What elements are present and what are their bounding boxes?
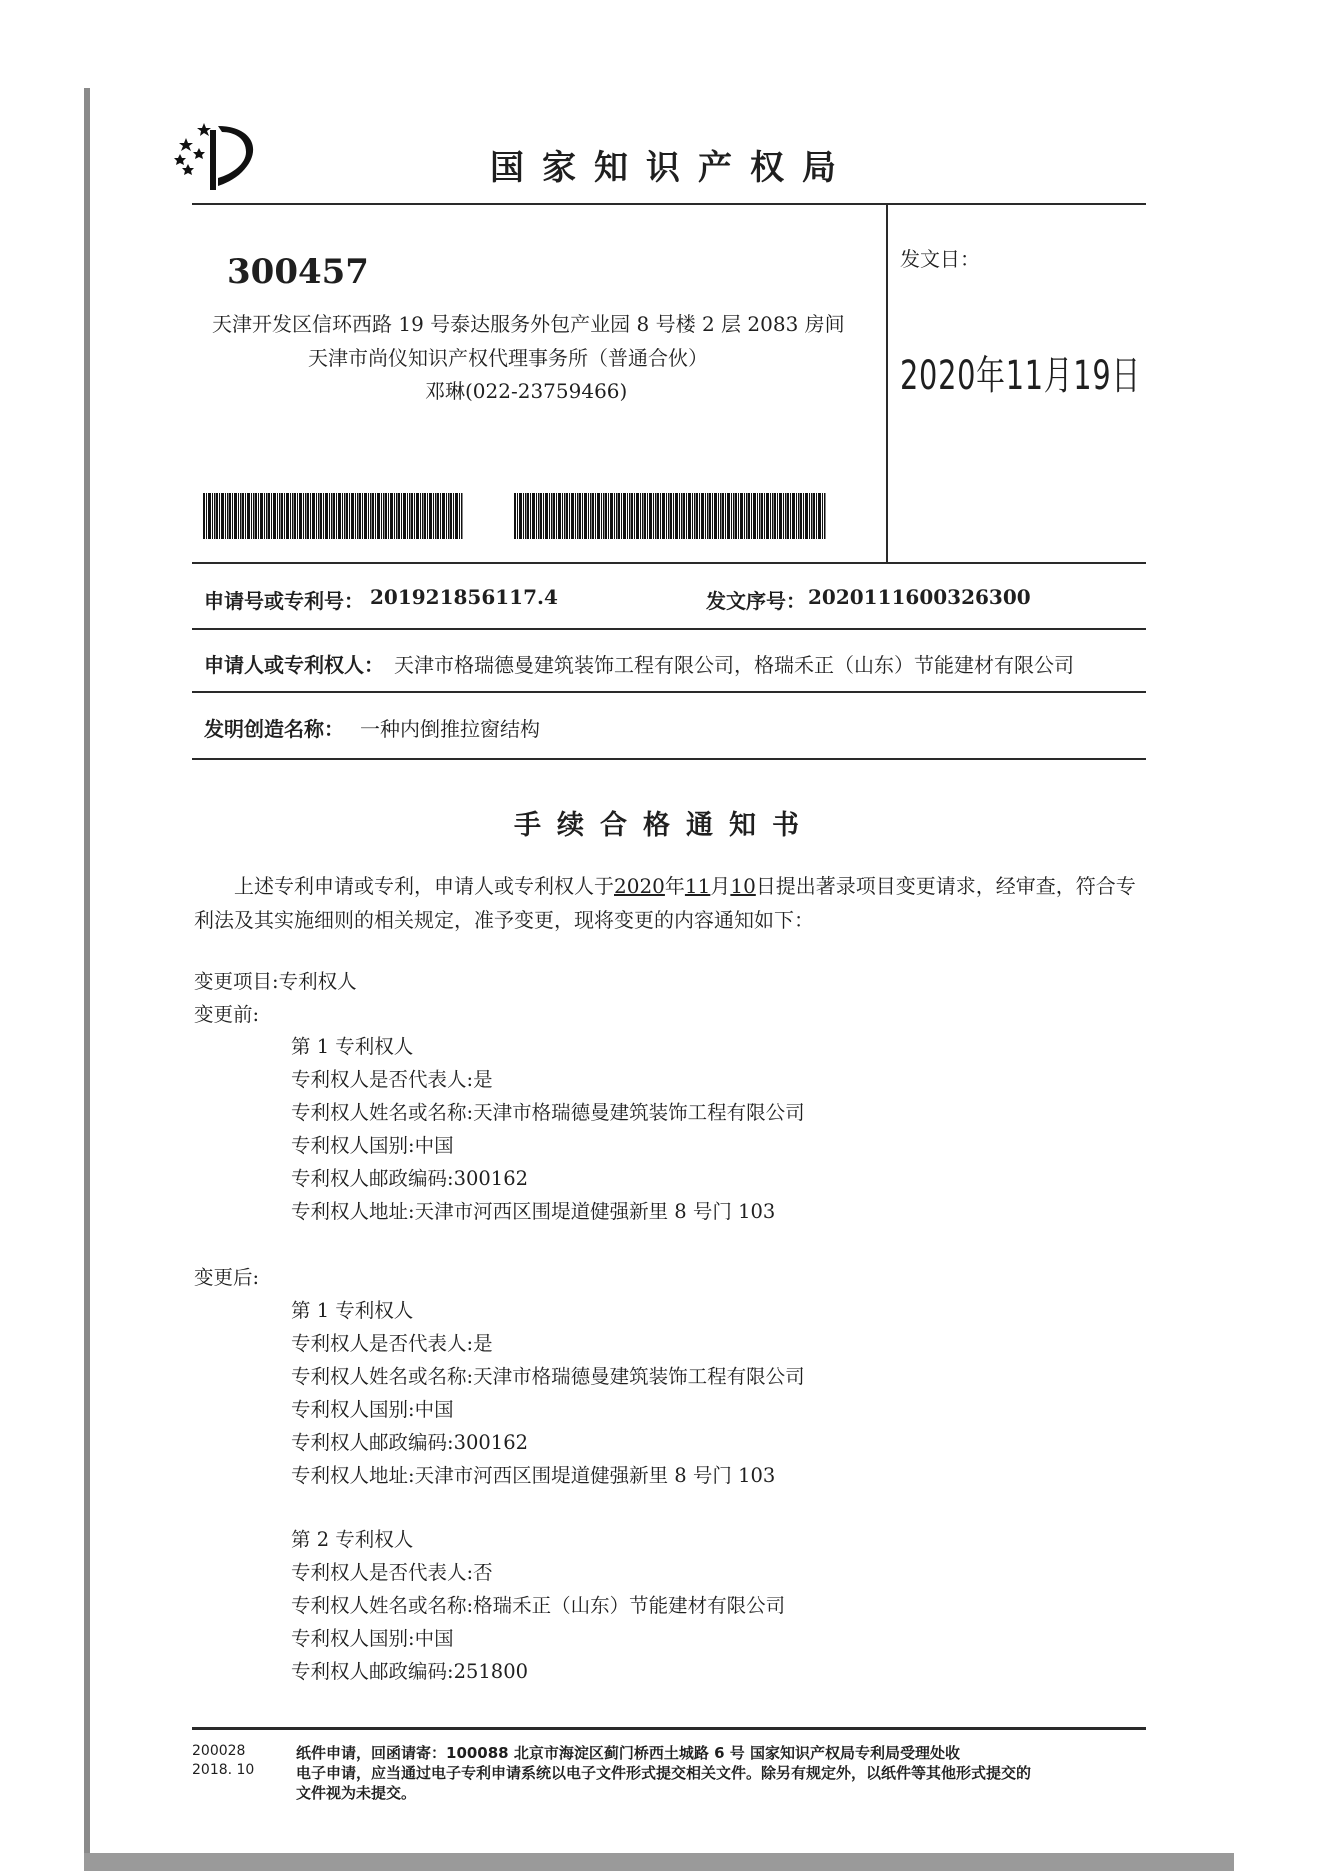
after-line: 专利权人姓名或名称:天津市格瑞德曼建筑装饰工程有限公司 — [291, 1365, 805, 1388]
agency-firm: 天津市尚仪知识产权代理事务所（普通合伙） — [308, 346, 708, 370]
footer-line-2: 电子申请，应当通过电子专利申请系统以电子文件形式提交相关文件。除另有规定外，以纸件等其他形式提交的 — [296, 1764, 1032, 1782]
contact-person: 邓琳(022-23759466) — [425, 379, 628, 403]
footer-line-3: 文件视为未提交。 — [296, 1784, 417, 1802]
after-line: 专利权人国别:中国 — [291, 1398, 454, 1421]
mailing-block-rule — [192, 562, 1146, 564]
before-line: 专利权人姓名或名称:天津市格瑞德曼建筑装饰工程有限公司 — [291, 1101, 805, 1124]
page-edge-bottom — [84, 1853, 1234, 1871]
notice-intro-line-1 — [234, 870, 1136, 899]
app-no-rule — [192, 628, 1146, 630]
after-line: 专利权人邮政编码:300162 — [291, 1431, 529, 1454]
after-line: 专利权人姓名或名称:格瑞禾正（山东）节能建材有限公司 — [291, 1594, 786, 1617]
before-line: 专利权人是否代表人:是 — [291, 1068, 493, 1091]
cnipa-logo-icon — [172, 120, 264, 192]
after-line: 专利权人是否代表人:否 — [291, 1561, 493, 1584]
before-line: 专利权人地址:天津市河西区围堤道健强新里 8 号门 103 — [291, 1200, 776, 1223]
mailing-address: 天津开发区信环西路 19 号泰达服务外包产业园 8 号楼 2 层 2083 房间 — [212, 312, 845, 336]
page-edge-left — [84, 88, 90, 1871]
after-line: 专利权人邮政编码:251800 — [291, 1660, 529, 1683]
after-line: 第 1 专利权人 — [291, 1299, 414, 1322]
form-date: 2018. 10 — [192, 1762, 255, 1778]
footer-line-1: 纸件申请，回函请寄：100088 北京市海淀区蓟门桥西土城路 6 号 国家知识产权局专利局受理处收 — [296, 1744, 960, 1762]
invention-label: 发明创造名称： — [204, 717, 344, 741]
request-day: 10 — [730, 874, 756, 898]
after-line: 第 2 专利权人 — [291, 1528, 414, 1551]
applicant-value: 天津市格瑞德曼建筑装饰工程有限公司，格瑞禾正（山东）节能建材有限公司 — [394, 653, 1074, 677]
header-rule — [192, 203, 1146, 205]
notice-title: 手续合格通知书 — [514, 810, 815, 841]
intro-text-a: 上述专利申请或专利，申请人或专利权人于 — [234, 874, 614, 898]
barcode-left — [203, 493, 463, 539]
applicant-label: 申请人或专利权人： — [204, 653, 384, 677]
invention-value: 一种内倒推拉窗结构 — [360, 717, 540, 741]
serial-no-label: 发文序号： — [706, 589, 806, 613]
footer-rule — [192, 1727, 1146, 1730]
barcode-right — [514, 493, 826, 539]
date-column-divider — [886, 203, 888, 563]
invention-rule — [192, 758, 1146, 760]
serial-no-value: 2020111600326300 — [808, 585, 1031, 609]
form-code: 200028 — [192, 1743, 246, 1759]
before-line: 专利权人邮政编码:300162 — [291, 1167, 529, 1190]
dispatch-date-label: 发文日： — [900, 247, 980, 271]
after-line: 专利权人国别:中国 — [291, 1627, 454, 1650]
request-month: 11 — [684, 874, 711, 898]
month-unit: 月 — [710, 874, 731, 898]
notice-intro-line-2: 利法及其实施细则的相关规定，准予变更，现将变更的内容通知如下： — [194, 908, 814, 932]
after-line: 专利权人地址:天津市河西区围堤道健强新里 8 号门 103 — [291, 1464, 776, 1487]
dispatch-date-stamp: 2020年11月19日 — [900, 353, 1141, 399]
after-line: 专利权人是否代表人:是 — [291, 1332, 493, 1355]
before-line: 第 1 专利权人 — [291, 1035, 414, 1058]
change-item: 变更项目:专利权人 — [194, 970, 357, 993]
app-no-value: 201921856117.4 — [370, 585, 558, 609]
after-label: 变更后: — [194, 1266, 260, 1289]
before-line: 专利权人国别:中国 — [291, 1134, 454, 1157]
before-label: 变更前: — [194, 1003, 260, 1026]
app-no-label: 申请号或专利号： — [204, 589, 364, 613]
request-year: 2020 — [614, 874, 665, 898]
applicant-rule — [192, 691, 1146, 693]
postcode: 300457 — [227, 252, 369, 292]
agency-name: 国家知识产权局 — [490, 148, 854, 188]
year-unit: 年 — [664, 874, 685, 898]
intro-text-b: 日提出著录项目变更请求，经审查，符合专 — [755, 874, 1136, 898]
